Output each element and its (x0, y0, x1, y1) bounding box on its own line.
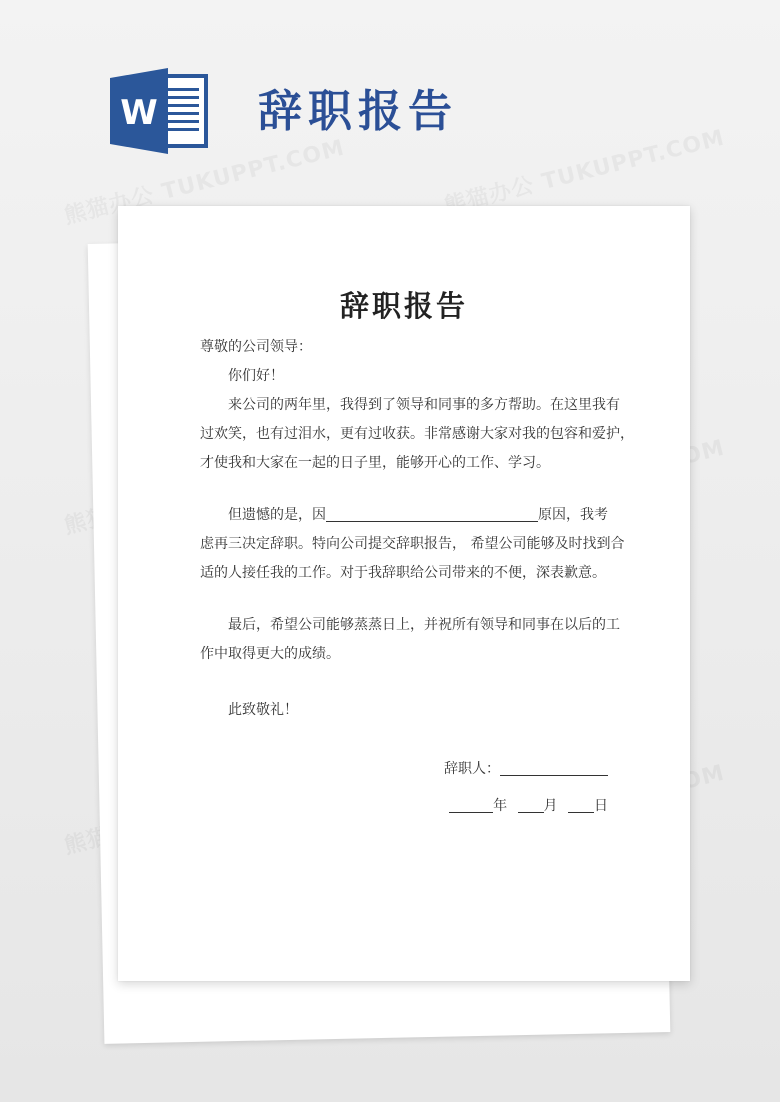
signature-blank (500, 757, 608, 776)
date-line (444, 792, 608, 821)
paragraph-3-line: 作中取得更大的成绩。 (200, 646, 340, 662)
signature-label: 辞职人： (444, 761, 500, 777)
paragraph-2-line: 虑再三决定辞职。特向公司提交辞职报告， 希望公司能够及时找到合 (200, 536, 625, 552)
salutation: 尊敬的公司领导： (200, 339, 312, 355)
paragraph-1-line: 过欢笑，也有过泪水，更有过收获。非常感谢大家对我的包容和爱护， (200, 426, 634, 442)
paragraph-2-after-blank: 原因，我考 (538, 507, 608, 523)
greeting: 你们好！ (228, 368, 284, 384)
document-body (200, 333, 634, 725)
word-logo-icon (110, 68, 210, 154)
document-page (118, 206, 690, 981)
paragraph-1-line: 来公司的两年里，我得到了领导和同事的多方帮助。在这里我有 (228, 397, 620, 413)
paragraph-2-line: 适的人接任我的工作。对于我辞职给公司带来的不便，深表歉意。 (200, 565, 606, 581)
word-logo-letter: W (120, 93, 158, 133)
header-title: 辞职报告 (258, 86, 458, 137)
document-title: 辞职报告 (339, 289, 468, 323)
paragraph-2-line (200, 501, 612, 530)
paragraph-2-before-blank: 但遗憾的是，因 (228, 507, 326, 523)
reason-blank (326, 503, 538, 522)
date-day-label: 日 (594, 798, 608, 814)
month-blank (518, 794, 544, 813)
day-blank (568, 794, 594, 813)
closing: 此致敬礼！ (228, 702, 298, 718)
signature-line (444, 755, 608, 784)
paragraph-3-line: 最后，希望公司能够蒸蒸日上，并祝所有领导和同事在以后的工 (228, 617, 620, 633)
date-year-label: 年 (493, 798, 508, 814)
signature-block (444, 755, 608, 821)
date-month-label: 月 (543, 798, 558, 814)
year-blank (449, 794, 493, 813)
paragraph-1-line: 才使我和大家在一起的日子里，能够开心的工作、学习。 (200, 455, 550, 471)
